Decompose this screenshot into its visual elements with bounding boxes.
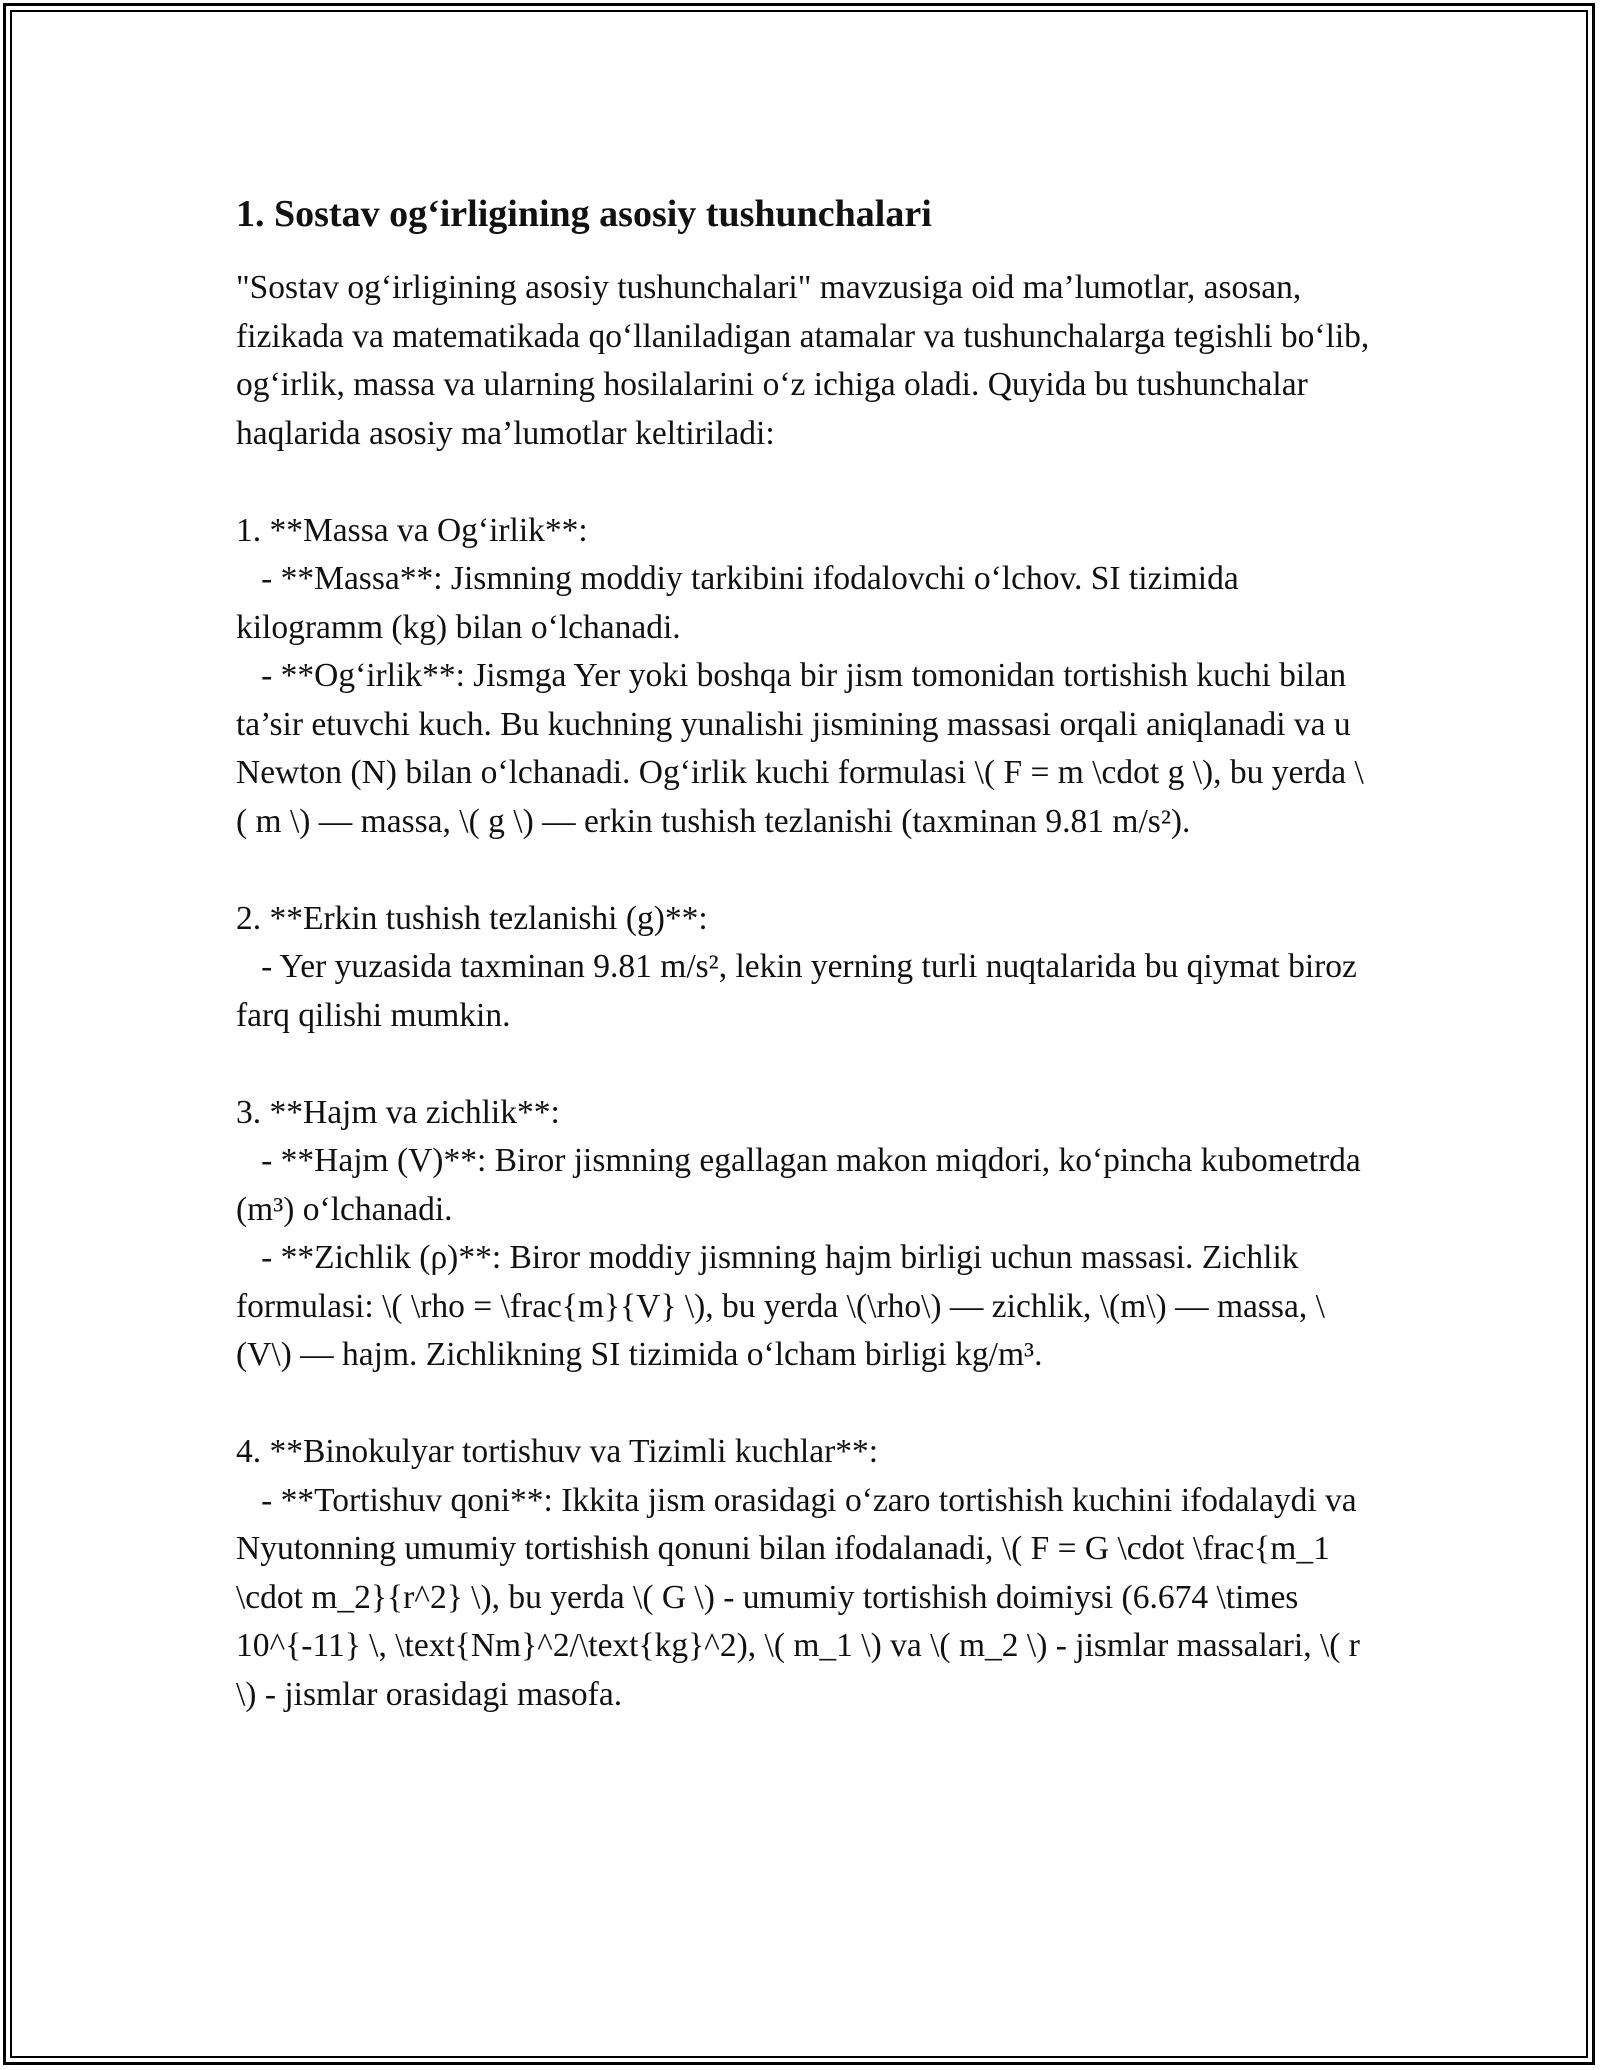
document-title: 1. Sostav og‘irligining asosiy tushunchalari <box>236 193 932 235</box>
document-content <box>236 186 1370 1719</box>
document-body: "Sostav og‘irligining asosiy tushunchalari" mavzusiga oid ma’lumotlar, asosan, fizikada va matematikada qo‘llaniladigan atamalar va tushunchalarga tegishli bo‘lib, og‘irlik, massa va ularning hosilalarini o‘z ichiga oladi. Quyida bu tushunchalar haqlarida asosiy ma’lumotlar keltiriladi: 1. **Massa va Og‘irlik**: - **Massa**: Jismning moddiy tarkibini ifodalovchi o‘lchov. SI tizimida kilogramm (kg) bilan o‘lchanadi. - **Og‘irlik**: Jismga Yer yoki boshqa bir jism tomonidan tortishish kuchi bilan ta’sir etuvchi kuch. Bu kuchning yunalishi jismining massasi orqali aniqlanadi va u Newton (N) bilan o‘lchanadi. Og‘irlik kuchi formulasi \( F = m \cdot g \), bu yerda \( m \) — massa, \( g \) — erkin tushish tezlanishi (taxminan 9.81 m/s²). 2. **Erkin tushish tezlanishi (g)**: - Yer yuzasida taxminan 9.81 m/s², lekin yerning turli nuqtalarida bu qiymat biroz farq qilishi mumkin. 3. **Hajm va zichlik**: - **Hajm (V)**: Biror jismning egallagan makon miqdori, ko‘pincha kubometrda (m³) o‘lchanadi. - **Zichlik (ρ)**: Biror moddiy jismning hajm birligi uchun massasi. Zichlik formulasi: \( \rho = \frac{m}{V} \), bu yerda \(\rho\) — zichlik, \(m\) — massa, \(V\) — hajm. Zichlikning SI tizimida o‘lcham birligi kg/m³. 4. **Binokulyar tortishuv va Tizimli kuchlar**: - **Tortishuv qoni**: Ikkita jism orasidagi o‘zaro tortishish kuchini ifodalaydi va Nyutonning umumiy tortishish qonuni bilan ifodalanadi, \( F = G \cdot \frac{m_1 \cdot m_2}{r^2} \), bu yerda \( G \) - umumiy tortishish doimiysi (6.674 \times 10^{-11} \, \text{Nm}^2/\text{kg}^2), \( m_1 \) va \( m_2 \) - jismlar massalari, \( r \) - jismlar orasidagi masofa. <box>236 269 1370 1713</box>
